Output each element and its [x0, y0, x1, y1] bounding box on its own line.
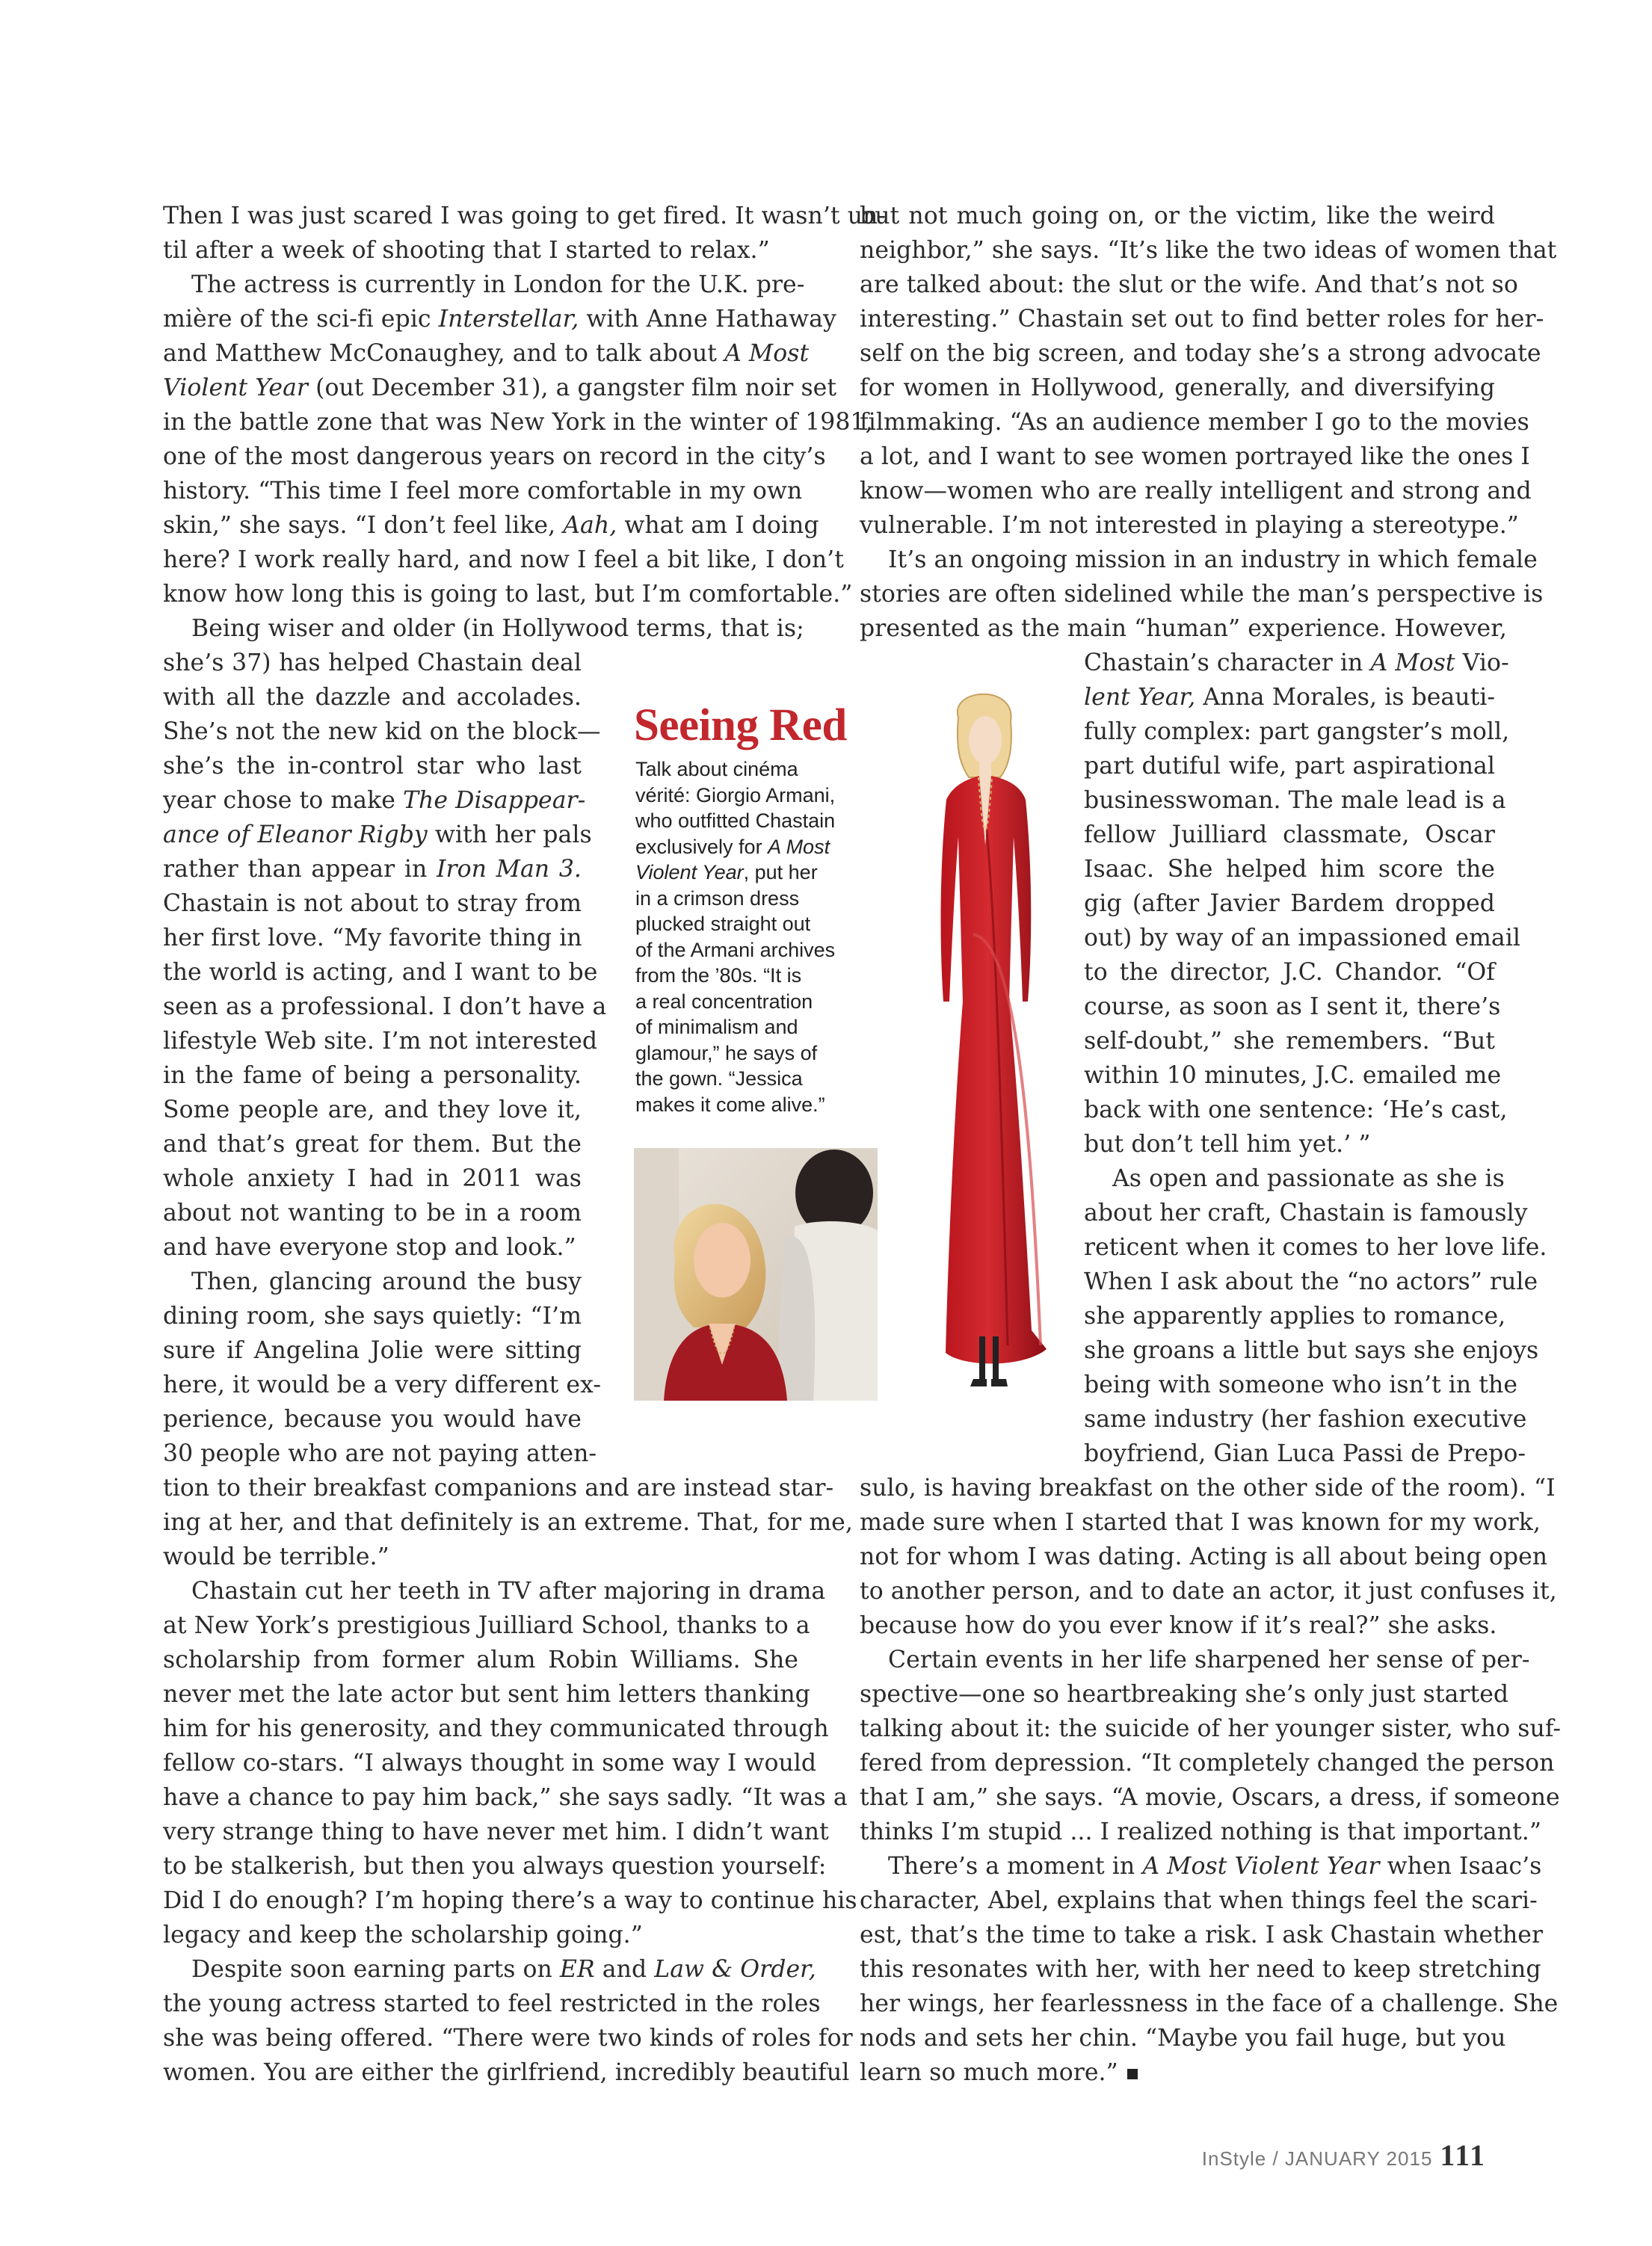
article-line: perience, because you would have — [163, 1406, 582, 1433]
article-line: filmmaking. “As an audience member I go to the movies — [860, 409, 1529, 436]
sidebar-title: Seeing Red — [634, 700, 847, 750]
article-line: presented as the main “human” experience. However, — [860, 615, 1507, 642]
article-line: for women in Hollywood, generally, and diversifying — [860, 374, 1495, 401]
article-line: that I am,” she says. “A movie, Oscars, a dress, if someone — [860, 1784, 1560, 1811]
caption-line: a real concentration — [635, 990, 813, 1013]
article-line: the young actress started to feel restricted in the roles — [163, 1990, 821, 2017]
article-line: she apparently applies to romance, — [1084, 1303, 1506, 1330]
article-line: Despite soon earning parts on ER and Law & Order, — [191, 1956, 816, 1983]
article-line: Some people are, and they love it, — [163, 1096, 582, 1123]
article-line: to another person, and to date an actor, it just confuses it, — [860, 1578, 1557, 1605]
article-line: til after a week of shooting that I started to relax.” — [163, 237, 770, 264]
article-line: one of the most dangerous years on record in the city’s — [163, 443, 826, 470]
article-line: tion to their breakfast companions and are instead star- — [163, 1475, 834, 1502]
article-line: women. You are either the girlfriend, incredibly beautiful — [163, 2059, 850, 2086]
article-line: know—women who are really intelligent and strong and — [860, 478, 1532, 505]
article-line: Violent Year (out December 31), a gangster film noir set — [163, 374, 837, 401]
article-line: course, as soon as I sent it, there’s — [1084, 993, 1501, 1020]
article-line: to the director, J.C. Chandor. “Of — [1084, 959, 1495, 986]
article-line: boyfriend, Gian Luca Passi de Prepo- — [1084, 1440, 1526, 1467]
article-line: Certain events in her life sharpened her sense of per- — [888, 1647, 1530, 1673]
article-line: 30 people who are not paying atten- — [163, 1440, 597, 1467]
article-line: fully complex: part gangster’s moll, — [1084, 718, 1510, 745]
caption-line: of the Armani archives — [635, 938, 836, 961]
article-line: Then I was just scared I was going to get fired. It wasn’t un- — [163, 203, 887, 229]
article-line: There’s a moment in A Most Violent Year when Isaac’s — [888, 1853, 1542, 1880]
article-line: talking about it: the suicide of her younger sister, who suf- — [860, 1715, 1562, 1742]
article-line: made sure when I started that I was known for my work, — [860, 1509, 1541, 1536]
article-line: Chastain cut her teeth in TV after majoring in drama — [191, 1578, 826, 1605]
caption-line: from the ’80s. “It is — [635, 964, 802, 987]
article-line: character, Abel, explains that when things feel the scari- — [860, 1887, 1538, 1914]
article-line: Chastain’s character in A Most Vio- — [1084, 650, 1509, 676]
article-line: she’s the in-control star who last — [163, 753, 582, 780]
article-line: self-doubt,” she remembers. “But — [1084, 1028, 1495, 1055]
article-line: Did I do enough? I’m hoping there’s a way to continue his — [163, 1887, 857, 1914]
caption-line: vérité: Giorgio Armani, — [635, 783, 836, 806]
article-line: and have everyone stop and look.” — [163, 1234, 576, 1261]
article-line: back with one sentence: ‘He’s cast, — [1084, 1096, 1508, 1123]
article-line: mière of the sci-fi epic Interstellar, with Anne Hathaway — [163, 306, 836, 333]
article-line: in the fame of being a personality. — [163, 1062, 582, 1089]
caption-line: makes it come alive.” — [635, 1093, 825, 1116]
article-line: est, that’s the time to take a risk. I ask Chastain whether — [860, 1922, 1544, 1949]
article-line: scholarship from former alum Robin Williams. She — [163, 1647, 798, 1673]
article-line: year chose to make The Disappear- — [163, 787, 586, 814]
article-line: because how do you ever know if it’s real?” she asks. — [860, 1612, 1497, 1639]
article-line: same industry (her fashion executive — [1084, 1406, 1527, 1433]
page-number: 111 — [1440, 2138, 1486, 2172]
article-line: learn so much more.” — [860, 2055, 1495, 2090]
film-still-photo — [634, 1148, 878, 1401]
caption-line: glamour,” he says of — [635, 1041, 818, 1064]
article-line: with all the dazzle and accolades. — [163, 684, 582, 711]
article-line: being with someone who isn’t in the — [1084, 1372, 1518, 1398]
article-line: skin,” she says. “I don’t feel like, Aah, what am I doing — [163, 512, 819, 539]
article-line: about her craft, Chastain is famously — [1084, 1200, 1528, 1227]
caption-line: Violent Year, put her — [635, 861, 818, 883]
caption-line: plucked straight out — [635, 913, 811, 935]
article-line: Chastain is not about to stray from — [163, 890, 582, 917]
article-line: interesting.” Chastain set out to find better roles for her- — [860, 306, 1544, 333]
article-line: lent Year, Anna Morales, is beauti- — [1084, 684, 1496, 711]
article-line: within 10 minutes, J.C. emailed me — [1084, 1062, 1502, 1089]
article-line: him for his generosity, and they communicated through — [163, 1715, 829, 1742]
article-line: have a chance to pay him back,” she says sadly. “It was a — [163, 1784, 848, 1811]
caption-line: who outfitted Chastain — [635, 809, 836, 832]
article-line: spective—one so heartbreaking she’s only just started — [860, 1681, 1509, 1708]
article-line: never met the late actor but sent him letters thanking — [163, 1681, 810, 1708]
article-line: Being wiser and older (in Hollywood terms, that is; — [191, 615, 804, 642]
article-line: are talked about: the slut or the wife. And that’s not so — [860, 271, 1518, 298]
article-line: The actress is currently in London for the U.K. pre- — [191, 271, 805, 298]
article-line: she’s 37) has helped Chastain deal — [163, 650, 582, 676]
page-footer — [1201, 2138, 1486, 2172]
caption-line: Talk about cinéma — [635, 758, 798, 780]
article-line: out) by way of an impassioned email — [1084, 925, 1521, 951]
caption-line: the gown. “Jessica — [635, 1067, 803, 1090]
article-line: to be stalkerish, but then you always question yourself: — [163, 1853, 827, 1880]
article-line: not for whom I was dating. Acting is all about being open — [860, 1543, 1548, 1570]
article-line: gig (after Javier Bardem dropped — [1084, 890, 1495, 917]
article-line: As open and passionate as she is — [1112, 1165, 1505, 1192]
article-line: dining room, she says quietly: “I’m — [163, 1303, 582, 1330]
article-line: nods and sets her chin. “Maybe you fail huge, but you — [860, 2025, 1506, 2052]
article-line: know how long this is going to last, but I’m comfortable.” — [163, 581, 853, 608]
article-line: legacy and keep the scholarship going.” — [163, 1922, 643, 1949]
article-line: here? I work really hard, and now I feel a bit like, I don’t — [163, 546, 844, 573]
article-line: Then, glancing around the busy — [191, 1268, 582, 1295]
article-line: self on the big screen, and today she’s a strong advocate — [860, 340, 1541, 367]
article-line: about not wanting to be in a room — [163, 1200, 582, 1227]
article-line: It’s an ongoing mission in an industry in which female — [888, 546, 1538, 573]
article-line: would be terrible.” — [163, 1543, 389, 1570]
caption-line: in a crimson dress — [635, 886, 800, 910]
caption-line: of minimalism and — [635, 1016, 798, 1038]
article-line: but don’t tell him yet.’ ” — [1084, 1131, 1371, 1158]
article-line: She’s not the new kid on the block— — [163, 718, 601, 745]
article-line: stories are often sidelined while the man’s perspective is — [860, 581, 1544, 608]
article-line: her wings, her fearlessness in the face of a challenge. She — [860, 1990, 1559, 2017]
article-line: reticent when it comes to her love life. — [1084, 1234, 1547, 1261]
article-line: vulnerable. I’m not interested in playing a stereotype.” — [860, 512, 1519, 539]
left-column — [163, 199, 887, 2090]
article-line: a lot, and I want to see women portrayed like the ones I — [860, 443, 1530, 470]
article-line: whole anxiety I had in 2011 was — [163, 1165, 582, 1192]
article-line: very strange thing to have never met him. I didn’t want — [163, 1818, 829, 1845]
article-line: businesswoman. The male lead is a — [1084, 787, 1506, 814]
article-line: seen as a professional. I don’t have a — [163, 993, 607, 1020]
article-line: lifestyle Web site. I’m not interested — [163, 1028, 598, 1055]
article-line: this resonates with her, with her need to keep stretching — [860, 1956, 1541, 1983]
article-line: in the battle zone that was New York in the winter of 1981, — [163, 409, 873, 436]
article-line: history. “This time I feel more comfortable in my own — [163, 478, 803, 505]
footer-label: InStyle / JANUARY 2015 — [1201, 2147, 1433, 2170]
article-line: fellow Juilliard classmate, Oscar — [1084, 821, 1495, 848]
article-line: and that’s great for them. But the — [163, 1131, 582, 1158]
article-line: ing at her, and that definitely is an extreme. That, for me, — [163, 1509, 853, 1536]
article-line: but not much going on, or the victim, like the weird — [860, 203, 1495, 229]
article-line: ance of Eleanor Rigby with her pals — [163, 821, 592, 848]
caption-line: exclusively for A Most — [635, 835, 830, 858]
article-line: neighbor,” she says. “It’s like the two ideas of women that — [860, 237, 1557, 264]
article-line: sure if Angelina Jolie were sitting — [163, 1337, 582, 1364]
article-line: she groans a little but says she enjoys — [1084, 1337, 1539, 1364]
end-mark-icon — [1127, 2069, 1138, 2079]
article-line: the world is acting, and I want to be — [163, 959, 598, 986]
article-line: part dutiful wife, part aspirational — [1084, 753, 1495, 780]
article-line: fered from depression. “It completely changed the person — [860, 1750, 1555, 1777]
article-line: When I ask about the “no actors” rule — [1084, 1268, 1538, 1295]
article-line: at New York’s prestigious Juilliard School, thanks to a — [163, 1612, 810, 1639]
article-line: here, it would be a very different ex- — [163, 1372, 602, 1398]
article-line: her first love. “My favorite thing in — [163, 925, 582, 951]
article-line: sulo, is having breakfast on the other side of the room). “I — [860, 1475, 1556, 1502]
article-line: Isaac. She helped him score the — [1084, 856, 1495, 883]
article-line: fellow co-stars. “I always thought in some way I would — [163, 1750, 817, 1777]
article-line: and Matthew McConaughey, and to talk about A Most — [163, 340, 810, 367]
article-line: rather than appear in Iron Man 3. — [163, 856, 582, 883]
article-line: she was being offered. “There were two kinds of roles for — [163, 2025, 853, 2052]
dress-sketch-illustration — [875, 688, 1099, 1405]
article-line: thinks I’m stupid ... I realized nothing is that important.” — [860, 1818, 1542, 1845]
